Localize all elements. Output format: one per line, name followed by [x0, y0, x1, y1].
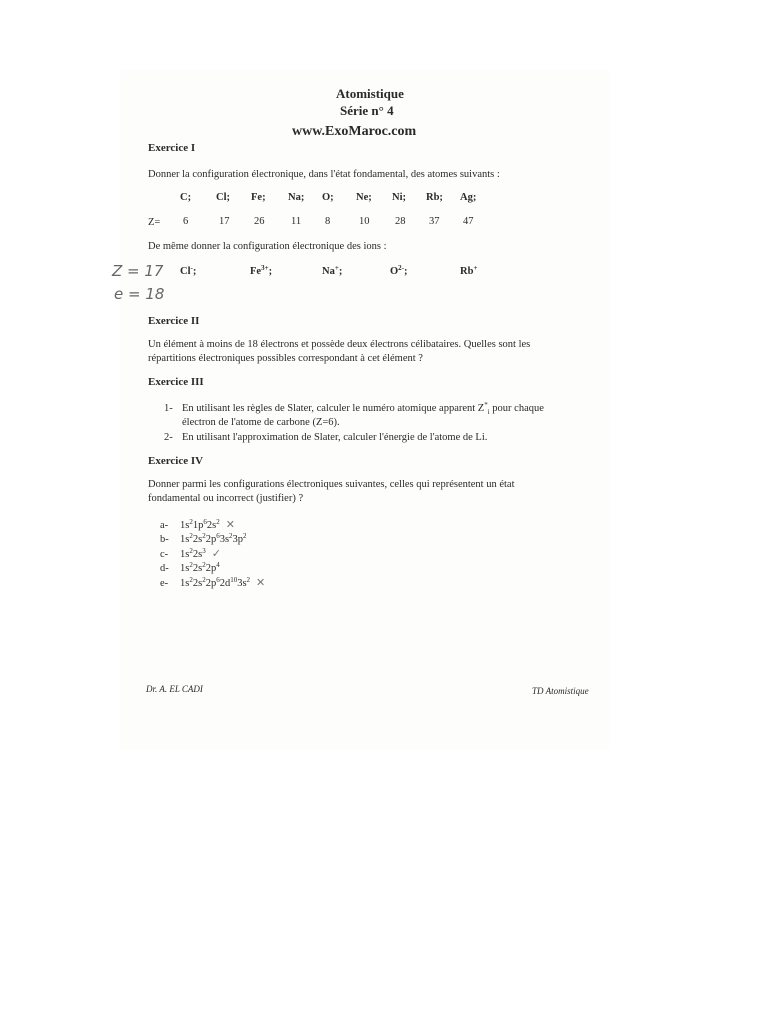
atom-symbol: C; — [180, 192, 192, 203]
exercise-3-item-1-line-1: En utilisant les règles de Slater, calculer le numéro atomique apparent $Z^*_i$ pour chaque — [182, 401, 544, 417]
configuration-item: e- $1s^22s^22p^62d^{10}3s^2$ ✕ — [160, 576, 266, 589]
exercise-4-heading: Exercice IV — [148, 455, 204, 467]
configuration-label: d- — [160, 562, 169, 574]
atomic-number: 47 — [463, 216, 474, 227]
handwritten-e-note: e = 18 — [114, 285, 165, 303]
atom-symbol: Rb; — [426, 192, 443, 203]
ion-formula: Cl-; — [180, 264, 197, 277]
atom-symbol: Na; — [288, 192, 305, 203]
exercise-3-item-1-line-2: électron de l'atome de carbone (Z=6). — [182, 417, 340, 428]
ion-formula: Rb+ — [460, 264, 478, 277]
series-subtitle: Série n° 4 — [340, 103, 394, 118]
atomic-number: 37 — [429, 216, 440, 227]
exercise-4-line-2: fondamental ou incorrect (justifier) ? — [148, 493, 304, 504]
atomic-number: 10 — [359, 216, 370, 227]
configuration-label: c- — [160, 549, 169, 560]
configuration-item: b- $1s^22s^22p^63s^23p^2$ — [160, 531, 247, 545]
configuration-item: d- $1s^22s^22p^4$ — [160, 560, 220, 574]
exercise-2-heading: Exercice II — [148, 315, 200, 327]
website-label: www.ExoMaroc.com — [292, 124, 417, 139]
exercise-2-line-1: Un élément à moins de 18 électrons et possède deux électrons célibataires. Quelles sont les — [148, 339, 531, 350]
configuration-item: c- $1s^22s^3$ ✓ — [160, 547, 221, 560]
z-star: * — [484, 401, 488, 409]
exercise-1-instruction: Donner la configuration électronique, dans l'état fondamental, des atomes suivants : — [148, 169, 500, 180]
atom-symbol: Ag; — [460, 192, 477, 203]
z-values-row — [120, 216, 610, 232]
atom-symbol: O; — [322, 192, 334, 203]
exercise-3-item-2-line: En utilisant l'approximation de Slater, calculer l'énergie de l'atome de Li. — [182, 432, 488, 443]
atomic-number: 6 — [183, 216, 189, 227]
atom-symbol: Ne; — [356, 192, 372, 203]
atomic-number: 17 — [219, 216, 230, 227]
page-title: Atomistique — [336, 86, 404, 101]
ions-instruction: De même donner la configuration électronique des ions : — [148, 241, 387, 252]
cross-mark-icon: ✕ — [225, 518, 235, 531]
configuration-label: e- — [160, 578, 169, 589]
cross-mark-icon: ✕ — [256, 576, 266, 589]
atomic-number: 26 — [254, 216, 265, 227]
ion-formula: $O^{2-}$; — [390, 264, 408, 277]
atom-symbol: Ni; — [392, 192, 406, 203]
configuration-item: a- $1s^21p^62s^2$ ✕ — [160, 518, 235, 531]
check-mark-icon: ✓ — [211, 547, 221, 560]
exercise-4-line-1: Donner parmi les configurations électroniques suivantes, celles qui représentent un état — [148, 479, 515, 490]
ion-formula: $Fe^{3+}$; — [250, 264, 273, 277]
atomic-number: 28 — [395, 216, 406, 227]
atomic-number: 11 — [291, 216, 302, 227]
handwritten-z-note: Z = 17 — [112, 262, 164, 280]
exercise-3-item-2-number: 2- — [164, 432, 173, 443]
exercise-3-item-1-number: 1- — [164, 403, 173, 414]
course-footer: TD Atomistique — [532, 686, 589, 696]
ions-row — [120, 266, 610, 282]
z-index: i — [487, 408, 490, 417]
atom-symbol: Cl; — [216, 192, 230, 203]
configuration-label: b- — [160, 533, 169, 545]
configuration-label: a- — [160, 520, 169, 531]
author-footer: Dr. A. EL CADI — [146, 684, 203, 694]
atom-symbol: Fe; — [251, 192, 266, 203]
z-label: Z= — [148, 217, 161, 228]
exercise-1-heading: Exercice I — [148, 142, 196, 154]
exercise-2-line-2: répartitions électroniques possibles correspondant à cet élément ? — [148, 353, 423, 364]
exercise-3-heading: Exercice III — [148, 376, 204, 388]
atoms-row — [120, 192, 610, 208]
atomic-number: 8 — [325, 216, 331, 227]
exercise-sheet — [112, 70, 610, 750]
ion-formula: Na+; — [322, 264, 343, 277]
